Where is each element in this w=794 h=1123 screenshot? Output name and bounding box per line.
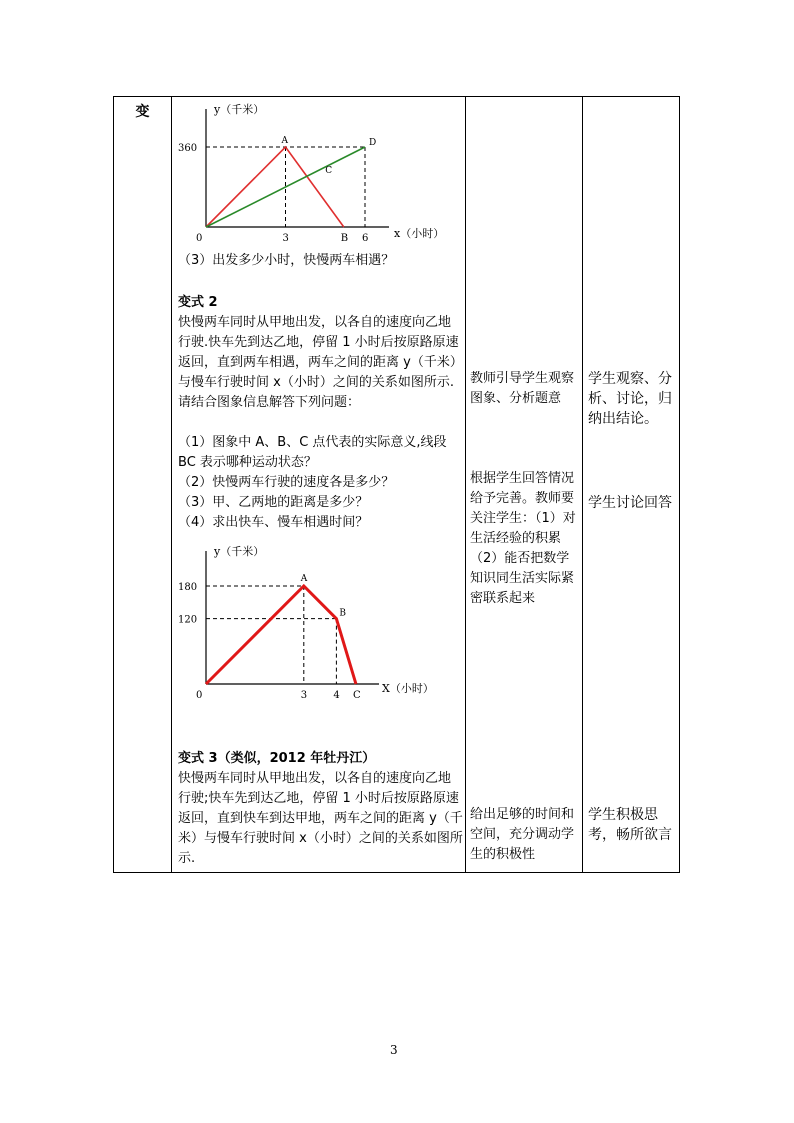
point-label: B bbox=[339, 608, 347, 619]
x-tick-label: 4 bbox=[333, 690, 340, 701]
point-label: A bbox=[300, 574, 308, 584]
column-divider bbox=[171, 97, 172, 872]
teacher-activity-3: 给出足够的时间和空间，充分调动学生的积极性 bbox=[470, 807, 575, 862]
y-tick-label: 180 bbox=[178, 582, 198, 593]
x-axis-label: x（小时） bbox=[394, 227, 444, 240]
variant-2-question-2: （2）快慢两车行驶的速度各是多少？ bbox=[178, 475, 395, 490]
x-tick-label: B bbox=[340, 233, 349, 244]
chart-2 bbox=[174, 539, 444, 704]
variant-2-title: 变式 2 bbox=[178, 295, 218, 310]
chart-1 bbox=[174, 99, 444, 249]
series-line-2 bbox=[206, 147, 365, 227]
x-tick-label: 3 bbox=[300, 690, 308, 701]
y-axis-label: y（千米） bbox=[214, 545, 265, 558]
student-activity-3: 学生积极思考，畅所欲言 bbox=[588, 807, 672, 843]
teacher-activity-1: 教师引导学生观察图象、分析题意 bbox=[470, 371, 575, 406]
point-label: A bbox=[281, 136, 288, 146]
series-line-1 bbox=[206, 586, 356, 684]
variant-3-title: 变式 3（类似，2012 年牡丹江） bbox=[178, 751, 376, 766]
column-divider bbox=[582, 97, 583, 872]
question-3: （3）出发多少小时，快慢两车相遇？ bbox=[178, 253, 395, 268]
variant-3-description: 快慢两车同时从甲地出发，以各自的速度向乙地行驶;快车先到达乙地，停留 1 小时后按原路原速返回，直到快车到达甲地，两车之间的距离 y（千米）与慢车行驶时间 x（小时）之间的关系如图所示. bbox=[178, 771, 463, 866]
variant-2-question-1: （1）图象中 A、B、C 点代表的实际意义,线段 BC 表示哪种运动状态？ bbox=[178, 435, 447, 470]
y-axis-label: y（千米） bbox=[214, 103, 265, 116]
y-tick-label: 360 bbox=[178, 143, 198, 154]
lesson-table bbox=[113, 96, 680, 873]
teacher-activity-2: 根据学生回答情况给予完善。教师要关注学生：（1）对生活经验的积累（2）能否把数学知识同生活实际紧密联系起来 bbox=[470, 471, 576, 606]
x-tick-label: 3 bbox=[282, 233, 289, 244]
variant-2-question-4: （4）求出快车、慢车相遇时间？ bbox=[178, 515, 369, 530]
x-tick-label: 6 bbox=[362, 233, 369, 244]
x-tick-label: 0 bbox=[196, 690, 203, 701]
stage-label: 变 bbox=[135, 104, 150, 120]
student-activity-2: 学生讨论回答 bbox=[588, 495, 672, 511]
x-axis-label: X（小时） bbox=[382, 682, 434, 695]
page-number: 3 bbox=[390, 1043, 398, 1057]
variant-2-description: 快慢两车同时从甲地出发，以各自的速度向乙地行驶.快车先到达乙地，停留 1 小时后按原路原速返回，直到两车相遇，两车之间的距离 y（千米）与慢车行驶时间 x（小时）之间的关系如图所示.请结合图象信息解答下列问题： bbox=[178, 315, 463, 410]
point-label: C bbox=[325, 166, 333, 176]
column-divider bbox=[465, 97, 466, 872]
x-tick-label: 0 bbox=[196, 233, 203, 244]
series-line-1 bbox=[206, 147, 344, 227]
point-label: D bbox=[369, 138, 377, 148]
variant-2-question-3: （3）甲、乙两地的距离是多少？ bbox=[178, 495, 369, 510]
x-tick-label: C bbox=[352, 690, 361, 701]
student-activity-1: 学生观察、分析、讨论，归纳出结论。 bbox=[588, 371, 672, 427]
y-tick-label: 120 bbox=[178, 614, 198, 626]
